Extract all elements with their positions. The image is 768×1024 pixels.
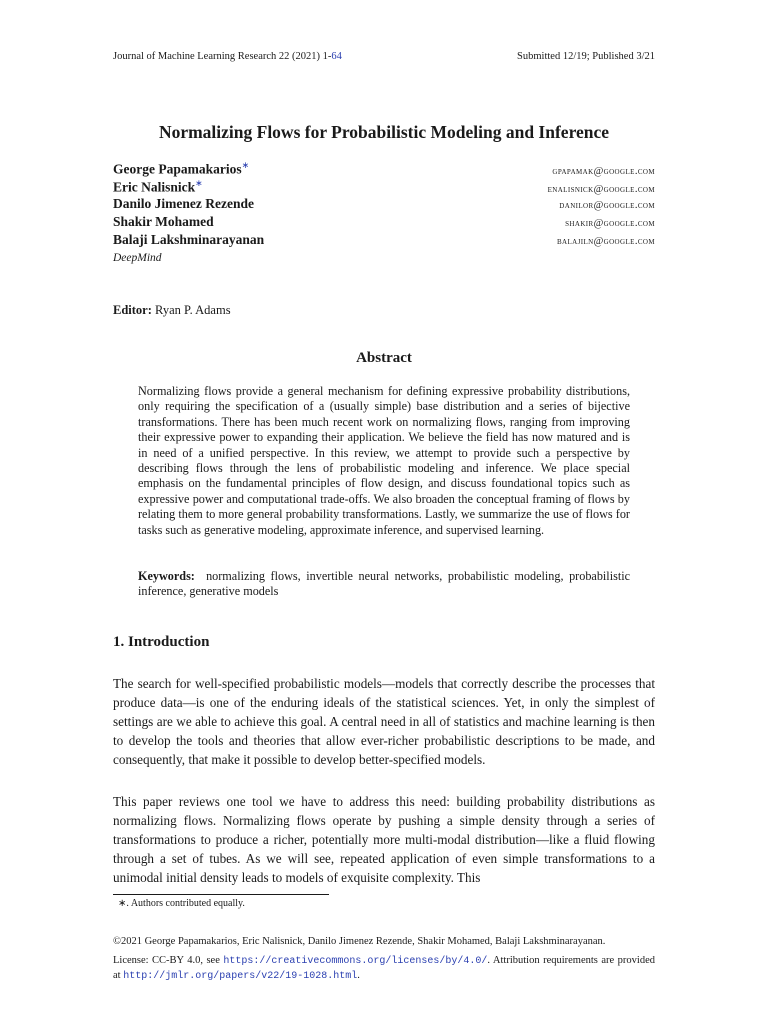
page-count-link[interactable]: 64 [331, 51, 342, 62]
author-row [113, 160, 655, 178]
paper-url-link[interactable]: http://jmlr.org/papers/v22/19-1028.html [123, 971, 358, 982]
affiliation: DeepMind [113, 252, 162, 264]
abstract-text: Normalizing flows provide a general mechanism for defining expressive probability distributions, only requiring the specification of a (usually simple) base distribution and a series of bijective transformations. There has been much recent work on normalizing flows, ranging from improving their expressive power to expanding their application. We believe the field has now matured and is in need of a unified perspective. In this review, we attempt to provide such a perspective by describing flows through the lens of probabilistic modeling and inference. We place special emphasis on the fundamental principles of flow design, and discuss foundational topics such as expressive power and computational trade-offs. We also broaden the conceptual framing of flows by relating them to more general probability transformations. Lastly, we summarize the use of flows for tasks such as generative modeling, approximate inference, and supervised learning. [138, 384, 630, 537]
body-paragraph: The search for well-specified probabilistic models—models that correctly describe the processes that produce data—is one of the enduring ideals of the statistical sciences. Yet, in only the simplest of settings are we able to achieve this goal. A central need in all of statistics and machine learning is then to develop the tools and theories that allow ever-richer probabilistic descriptions to be made, and consequently, that make it possible to develop better-specified models. [113, 676, 655, 767]
author-name: Shakir Mohamed [113, 214, 214, 229]
author-email: enalisnick@google.com [547, 183, 655, 195]
author-name: Eric Nalisnick∗ [113, 178, 203, 195]
section-heading: 1. Introduction [113, 634, 210, 650]
journal-citation: Journal of Machine Learning Research 22 (2021) 1- [113, 51, 332, 62]
editor-name: Ryan P. Adams [155, 303, 231, 317]
keywords [138, 569, 630, 600]
footnote: ∗. Authors contributed equally. [118, 898, 245, 909]
editor-line [113, 303, 231, 318]
author-email: balajiln@google.com [556, 236, 655, 247]
editor-label: Editor: [113, 303, 152, 317]
author-name: Danilo Jimenez Rezende [113, 196, 254, 211]
author-row [113, 178, 655, 196]
author-row [113, 232, 655, 250]
license-notice: License: CC-BY 4.0, see https://creativecommons.org/licenses/by/4.0/. Attribution requirements are provided at http://jmlr.org/papers/v22/19-1028.html. [113, 955, 655, 982]
keywords-label: Keywords: [138, 569, 195, 583]
author-row [113, 214, 655, 232]
author-email: shakir@google.com [565, 218, 655, 229]
body-paragraph: This paper reviews one tool we have to address this need: building probability distributions as normalizing flows. Normalizing flows operate by pushing a simple density through a series of transformations to produce a richer, potentially more multi-modal distribution—like a fluid flowing through a set of tubes. As we will see, repeated application of even simple transformations to a unimodal initial density leads to models of exquisite complexity. This [113, 794, 655, 885]
abstract-heading: Abstract [356, 350, 412, 366]
copyright-notice: ©2021 George Papamakarios, Eric Nalisnick, Danilo Jimenez Rezende, Shakir Mohamed, Balaji Lakshminarayanan. [113, 936, 606, 947]
paper-title: Normalizing Flows for Probabilistic Modeling and Inference [158, 122, 610, 142]
equal-contribution-mark[interactable]: ∗ [195, 178, 203, 188]
submission-dates: Submitted 12/19; Published 3/21 [517, 51, 655, 62]
author-email: gpapamak@google.com [552, 165, 655, 177]
author-email: danilor@google.com [559, 200, 655, 211]
author-block [113, 160, 655, 264]
author-row [113, 196, 655, 214]
author-name: Balaji Lakshminarayanan [113, 232, 265, 247]
keywords-text: normalizing flows, invertible neural networks, probabilistic modeling, probabilistic inference, generative models [138, 569, 631, 599]
equal-contribution-mark[interactable]: ∗ [241, 160, 250, 170]
license-url-link[interactable]: https://creativecommons.org/licenses/by/4.0/ [223, 956, 488, 967]
journal-header [113, 51, 342, 62]
footnote-rule [113, 894, 329, 895]
author-name: George Papamakarios∗ [113, 160, 250, 177]
